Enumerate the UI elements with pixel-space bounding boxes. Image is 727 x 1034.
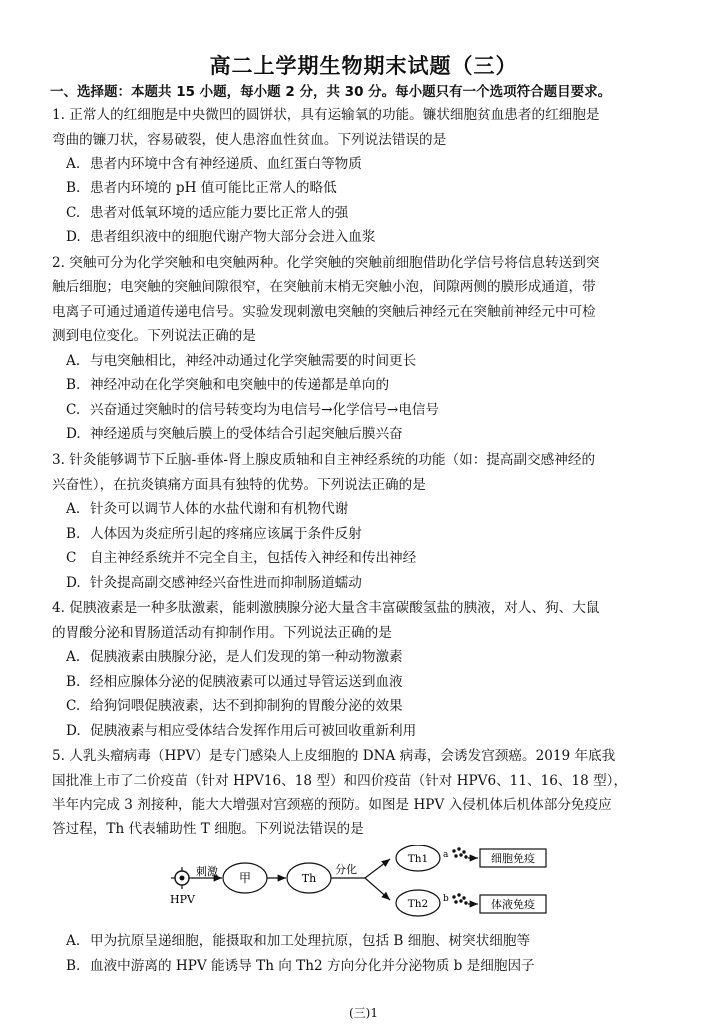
option-label: D. — [66, 575, 81, 591]
question-1-stem-line-2: 弯曲的镰刀状，容易破裂，使人患溶血性贫血。下列说法错误的是 — [52, 132, 447, 148]
option-text: 促胰液素由胰腺分泌，是人们发现的第一种动物激素 — [90, 649, 403, 665]
option-text: 患者内环境中含有神经递质、血红蛋白等物质 — [90, 156, 362, 172]
option-text: 患者组织液中的细胞代谢产物大部分会进入血浆 — [90, 229, 376, 245]
cell-jia-label: 甲 — [238, 871, 252, 885]
option-text: 针灸提高副交感神经兴奋性进而抑制肠道蠕动 — [90, 575, 362, 591]
option-text: 人体因为炎症所引起的疼痛应该属于条件反射 — [90, 526, 362, 542]
option-text: 自主神经系统并不完全自主，包括传入神经和传出神经 — [90, 550, 417, 566]
option-label: C — [66, 550, 77, 566]
option-text: 兴奋通过突触时的信号转变均为电信号→化学信号→电信号 — [90, 402, 440, 418]
differentiate-label: 分化 — [335, 863, 357, 876]
question-1-stem-line-1: 1. 正常人的红细胞是中央微凹的圆饼状，具有运输氧的功能。镰状细胞贫血患者的红细胞是 — [52, 107, 600, 123]
question-4-stem-line-1: 4. 促胰液素是一种多肽激素，能刺激胰腺分泌大量含丰富碳酸氢盐的胰液，对人、狗、大鼠 — [52, 600, 600, 616]
option-label: A. — [66, 353, 81, 369]
arrow-to-th1 — [365, 859, 390, 878]
question-2-stem-line-4: 测到电位变化。下列说法正确的是 — [52, 328, 256, 344]
cell-th1-label: Th1 — [407, 853, 429, 865]
option-label: B. — [66, 377, 81, 393]
page-title: 高二上学期生物期末试题（三） — [209, 54, 518, 78]
option-text: 神经递质与突触后膜上的受体结合引起突触后膜兴奋 — [90, 426, 403, 442]
virus-label: HPV — [170, 893, 195, 906]
option-text: 与电突触相比，神经冲动通过化学突触需要的时间更长 — [90, 353, 417, 369]
question-3-stem-line-1: 3. 针灸能够调节下丘脑-垂体-肾上腺皮质轴和自主神经系统的功能（如：提高副交感神经的 — [52, 452, 596, 468]
substance-a-dots — [452, 847, 467, 858]
stimulate-label: 刺激 — [196, 865, 218, 878]
option-label: C. — [66, 205, 81, 221]
question-3-option-a[interactable] — [66, 501, 700, 517]
immune-response-diagram — [160, 845, 560, 925]
option-label: D. — [66, 229, 81, 245]
question-1-option-a[interactable] — [66, 156, 700, 172]
virus-icon — [171, 867, 193, 889]
question-5-stem-line-3: 半年内完成 3 剂接种，能大大增强对宫颈癌的预防。如图是 HPV 入侵机体后机体部分免疫应 — [52, 797, 612, 813]
question-1-option-d[interactable] — [66, 229, 700, 245]
cell-th-label: Th — [301, 872, 317, 885]
option-text: 血液中游离的 HPV 能诱导 Th 向 Th2 方向分化并分泌物质 b 是细胞因子 — [90, 958, 535, 974]
option-label: C. — [66, 402, 81, 418]
option-label: C. — [66, 698, 81, 714]
question-4-option-d[interactable] — [66, 723, 700, 739]
cellular-immunity-label: 细胞免疫 — [491, 852, 535, 865]
option-label: B. — [66, 958, 81, 974]
question-3-stem-line-2: 兴奋性），在抗炎镇痛方面具有独特的优势。下列说法正确的是 — [52, 477, 426, 493]
question-2-option-c[interactable] — [66, 402, 700, 418]
substance-b-label: b — [443, 894, 449, 904]
option-label: A. — [66, 933, 81, 949]
substance-a-label: a — [443, 850, 449, 860]
question-2-stem-line-1: 2. 突触可分为化学突触和电突触两种。化学突触的突触前细胞借助化学信号将信息转送到突 — [52, 255, 600, 271]
question-2-option-d[interactable] — [66, 426, 700, 442]
option-text: 针灸可以调节人体的水盐代谢和有机物代谢 — [90, 501, 349, 517]
question-5-stem-line-4: 答过程，Th 代表辅助性 T 细胞。下列说法错误的是 — [52, 821, 364, 837]
question-5-stem-line-1: 5. 人乳头瘤病毒（HPV）是专门感染人上皮细胞的 DNA 病毒，会诱发宫颈癌。2019 年底我 — [52, 748, 616, 764]
page-footer: (三)1 — [349, 1006, 378, 1020]
substance-b-dots — [452, 893, 467, 904]
question-4-stem-line-2: 的胃酸分泌和胃肠道活动有抑制作用。下列说法正确的是 — [52, 625, 392, 641]
option-text: 经相应腺体分泌的促胰液素可以通过导管运送到血液 — [90, 674, 403, 690]
option-label: A. — [66, 156, 81, 172]
option-label: B. — [66, 180, 81, 196]
option-label: B. — [66, 674, 81, 690]
question-2-stem-line-2: 触后细胞；电突触的突触间隙很窄，在突触前末梢无突触小泡，间隙两侧的膜形成通道，带 — [52, 279, 596, 295]
question-2-option-b[interactable] — [66, 377, 700, 393]
option-text: 患者内环境的 pH 值可能比正常人的略低 — [90, 180, 337, 196]
humoral-immunity-label: 体液免疫 — [491, 898, 535, 911]
cell-th2-label: Th2 — [407, 898, 429, 910]
option-text: 患者对低氧环境的适应能力要比正常人的强 — [90, 205, 349, 221]
section-header: 一、选择题：本题共 15 小题，每小题 2 分，共 30 分。每小题只有一个选项符合题目要求。 — [50, 84, 612, 100]
option-text: 给狗饲喂促胰液素，达不到抑制狗的胃酸分泌的效果 — [90, 698, 403, 714]
question-2-option-a[interactable] — [66, 353, 700, 369]
question-4-option-c[interactable] — [66, 698, 700, 714]
question-5-stem-line-2: 国批准上市了二价疫苗（针对 HPV16、18 型）和四价疫苗（针对 HPV6、11、16、18 型）， — [52, 773, 628, 789]
option-text: 促胰液素与相应受体结合发挥作用后可被回收重新利用 — [90, 723, 417, 739]
question-5-option-b[interactable] — [66, 958, 700, 974]
question-3-option-b[interactable] — [66, 526, 700, 542]
question-3-option-c[interactable] — [66, 550, 700, 566]
question-5-option-a[interactable] — [66, 933, 700, 949]
option-label: A. — [66, 649, 81, 665]
question-4-option-b[interactable] — [66, 674, 700, 690]
option-label: D. — [66, 426, 81, 442]
option-label: A. — [66, 501, 81, 517]
option-label: D. — [66, 723, 81, 739]
option-text: 甲为抗原呈递细胞，能摄取和加工处理抗原，包括 B 细胞、树突状细胞等 — [90, 933, 531, 949]
option-label: B. — [66, 526, 81, 542]
question-3-option-d[interactable] — [66, 575, 700, 591]
question-1-option-c[interactable] — [66, 205, 700, 221]
question-1-option-b[interactable] — [66, 180, 700, 196]
question-4-option-a[interactable] — [66, 649, 700, 665]
arrow-to-th2 — [365, 878, 390, 900]
question-2-stem-line-3: 电离子可通过通道传递电信号。实验发现刺激电突触的突触后神经元在突触前神经元中可检 — [52, 304, 596, 320]
option-text: 神经冲动在化学突触和电突触中的传递都是单向的 — [90, 377, 390, 393]
